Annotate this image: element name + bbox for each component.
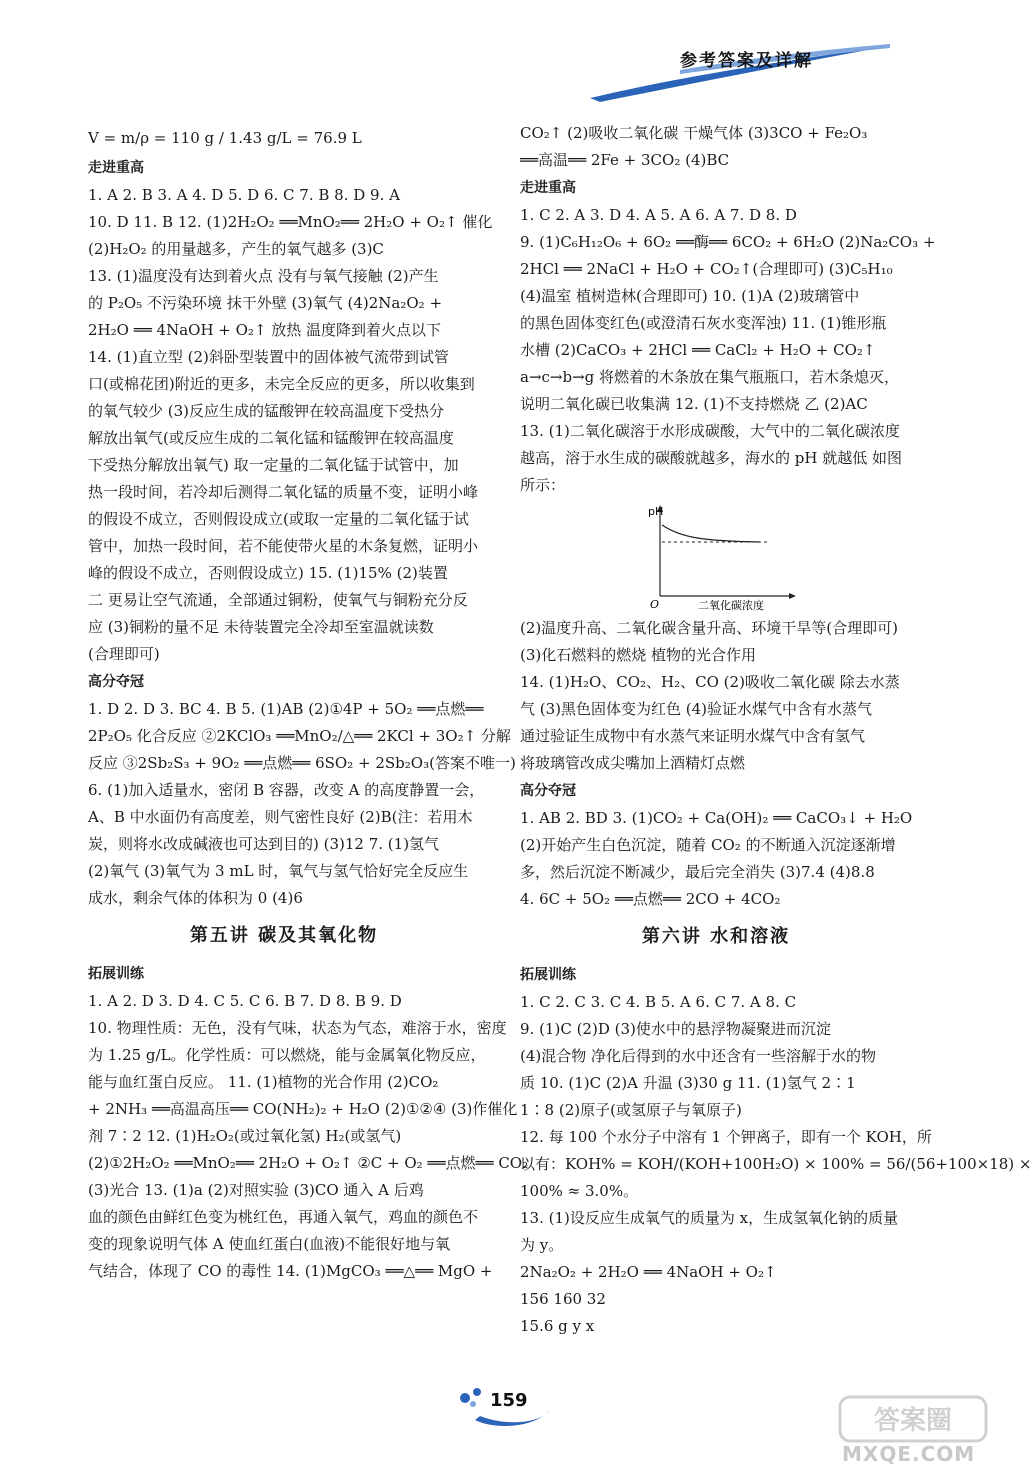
answer-line: 2P₂O₅ 化合反应 ②2KClO₃ ══MnO₂/△══ 2KCl + 3O₂↑ 分解 (88, 727, 511, 745)
left-tuozhan-answers (88, 988, 529, 1285)
chapter-title-6: 第六讲 水和溶液 (641, 926, 791, 947)
answer-line: 14. (1)直立型 (2)斜卧型装置中的固体被气流带到试管 (88, 348, 449, 366)
answer-line: 多，然后沉淀不断减少，最后完全消失 (3)7.4 (4)8.8 (520, 863, 875, 881)
graph-ylabel: pH (648, 505, 664, 518)
section-title-zoujin: 走进重高 (88, 160, 144, 176)
answer-line: a→c→b→g 将燃着的木条放在集气瓶瓶口，若木条熄灭， (520, 368, 900, 386)
answer-line: 剂 7∶2 12. (1)H₂O₂(或过氧化氢) H₂(或氢气) (88, 1127, 402, 1145)
answer-line: 热一段时间，若冷却后测得二氧化锰的质量不变，证明小峰 (88, 483, 479, 501)
right-zoujin-answers (520, 202, 936, 499)
answer-line: 血的颜色由鲜红色变为桃红色，再通入氧气，鸡血的颜色不 (88, 1208, 479, 1226)
ph-graph-svg (640, 501, 800, 611)
answer-line: 10. 物理性质：无色，没有气味，状态为气态，难溶于水，密度 (88, 1019, 507, 1037)
graph-origin: O (650, 598, 660, 611)
section-title-tuozhan: 拓展训练 (520, 967, 576, 983)
right-column (520, 120, 1031, 1340)
watermark-url: MXQE.COM (842, 1442, 976, 1466)
section-title-gaofen: 高分夺冠 (520, 783, 576, 799)
section-title-tuozhan: 拓展训练 (88, 966, 144, 982)
answer-line: 13. (1)二氧化碳溶于水形成碳酸，大气中的二氧化碳浓度 (520, 422, 900, 440)
right-after-graph-answers (520, 615, 912, 777)
answer-line: 14. (1)H₂O、CO₂、H₂、CO (2)吸收二氧化碳 除去水蒸 (520, 673, 900, 691)
answer-line: 变的现象说明气体 A 使血红蛋白(血液)不能很好地与氧 (88, 1235, 451, 1253)
answer-line: 将玻璃管改成尖嘴加上酒精灯点燃 (520, 754, 746, 772)
answer-line: 反应 ③2Sb₂S₃ + 9O₂ ══点燃══ 6SO₂ + 2Sb₂O₃(答案不唯一) (88, 754, 516, 772)
answer-line: 下受热分解放出氧气) 取一定量的二氧化锰于试管中，加 (88, 456, 459, 474)
answer-line: 成水，剩余气体的体积为 0 (4)6 (88, 889, 303, 907)
answer-line: 10. D 11. B 12. (1)2H₂O₂ ══MnO₂══ 2H₂O + O₂↑ 催化 (88, 213, 493, 231)
answer-line: 的 P₂O₅ 不污染环境 抹干外壁 (3)氧气 (4)2Na₂O₂ + (88, 294, 443, 312)
answer-line: 1∶8 (2)原子(或氢原子与氧原子) (520, 1101, 742, 1119)
answer-line: 为 y。 (520, 1236, 564, 1254)
answer-line: (合理即可) (88, 645, 160, 663)
section-title-zoujin: 走进重高 (520, 180, 576, 196)
answer-line: 13. (1)温度没有达到着火点 没有与氧气接触 (2)产生 (88, 267, 439, 285)
answer-line: (2)①2H₂O₂ ══MnO₂══ 2H₂O + O₂↑ ②C + O₂ ══点燃══ CO₂ (88, 1154, 529, 1172)
answer-line: 以有：KOH% = KOH/(KOH+100H₂O) × 100% = 56/(56+100×18) × (520, 1155, 1031, 1173)
answer-line: 应 (3)铜粉的量不足 未待装置完全冷却至室温就读数 (88, 618, 434, 636)
answer-line: (4)混合物 净化后得到的水中还含有一些溶解于水的物 (520, 1047, 877, 1065)
svg-text:答案圈: 答案圈 (873, 1406, 953, 1436)
answer-line: 156 160 32 (520, 1290, 606, 1308)
answer-line: 9. (1)C (2)D (3)使水中的悬浮物凝聚进而沉淀 (520, 1020, 831, 1038)
answer-line: 通过验证生成物中有水蒸气来证明水煤气中含有氢气 (520, 727, 866, 745)
ph-graph (520, 501, 912, 611)
answer-line: 解放出氧气(或反应生成的二氧化锰和锰酸钾在较高温度 (88, 429, 454, 447)
answer-line: 为 1.25 g/L。化学性质：可以燃烧，能与金属氧化物反应， (88, 1046, 486, 1064)
ph-curve (662, 525, 760, 542)
right-tuozhan-answers (520, 989, 1031, 1340)
answer-line: 所示： (520, 476, 566, 494)
left-column (88, 120, 529, 1285)
right-gaofen-answers (520, 805, 912, 913)
answer-line: 100% ≈ 3.0%。 (520, 1182, 639, 1200)
answer-line: 越高，溶于水生成的碳酸就越多，海水的 pH 就越低 如图 (520, 449, 902, 467)
answer-line: 的假设不成立，否则假设成立(或取一定量的二氧化锰于试 (88, 510, 469, 528)
answer-line: (3)化石燃料的燃烧 植物的光合作用 (520, 646, 757, 664)
answer-line: 2Na₂O₂ + 2H₂O ══ 4NaOH + O₂↑ (520, 1263, 777, 1281)
answer-line: 12. 每 100 个水分子中溶有 1 个钾离子，即有一个 KOH，所 (520, 1128, 932, 1146)
right-continued-answers (520, 120, 912, 174)
graph-xlabel: 二氧化碳浓度 (698, 599, 764, 612)
answer-line: (2)氧气 (3)氧气为 3 mL 时，氧气与氢气恰好完全反应生 (88, 862, 469, 880)
answer-line: 1. A 2. D 3. D 4. C 5. C 6. B 7. D 8. B 9. D (88, 992, 402, 1010)
answer-line: 1. D 2. D 3. BC 4. B 5. (1)AB (2)①4P + 5O₂ ══点燃══ (88, 700, 484, 718)
answer-line: 4. 6C + 5O₂ ══点燃══ 2CO + 4CO₂ (520, 890, 781, 908)
page-number: 159 (490, 1390, 528, 1411)
answer-line: 管中，加热一段时间，若不能使带火星的木条复燃，证明小 (88, 537, 479, 555)
answer-line: + 2NH₃ ══高温高压══ CO(NH₂)₂ + H₂O (2)①②④ (3)作催化 (88, 1100, 518, 1118)
left-zoujin-answers (88, 182, 493, 668)
answer-line: ══高温══ 2Fe + 3CO₂ (4)BC (520, 151, 730, 169)
x-axis-arrow (789, 593, 796, 599)
left-gaofen-answers (88, 696, 516, 912)
answer-line: 15.6 g y x (520, 1317, 595, 1335)
answer-line: 2HCl ══ 2NaCl + H₂O + CO₂↑(合理即可) (3)C₅H₁₀ (520, 260, 893, 278)
chapter-title-5: 第五讲 碳及其氧化物 (189, 925, 379, 946)
answer-line: 质 10. (1)C (2)A 升温 (3)30 g 11. (1)氢气 2∶1 (520, 1074, 856, 1092)
answer-line: 二 更易让空气流通，全部通过铜粉，使氧气与铜粉充分反 (88, 591, 468, 609)
answer-line: (2)温度升高、二氧化碳含量升高、环境干旱等(合理即可) (520, 619, 898, 637)
answer-line: (3)光合 13. (1)a (2)对照实验 (3)CO 通入 A 后鸡 (88, 1181, 424, 1199)
answer-line: 水槽 (2)CaCO₃ + 2HCl ══ CaCl₂ + H₂O + CO₂↑ (520, 341, 876, 359)
answer-line: 气结合，体现了 CO 的毒性 14. (1)MgCO₃ ══△══ MgO + (88, 1262, 493, 1280)
answer-line: 2H₂O ══ 4NaOH + O₂↑ 放热 温度降到着火点以下 (88, 321, 442, 339)
answer-line: 的氧气较少 (3)反应生成的锰酸钾在较高温度下受热分 (88, 402, 445, 420)
answer-line: 6. (1)加入适量水，密闭 B 容器，改变 A 的高度静置一会， (88, 781, 485, 799)
answer-line: 说明二氧化碳已收集满 12. (1)不支持燃烧 乙 (2)AC (520, 395, 868, 413)
answer-line: 1. A 2. B 3. A 4. D 5. D 6. C 7. B 8. D 9. A (88, 186, 400, 204)
answer-line: 9. (1)C₆H₁₂O₆ + 6O₂ ══酶══ 6CO₂ + 6H₂O (2)Na₂CO₃ + (520, 233, 936, 251)
answer-line: 能与血红蛋白反应。 11. (1)植物的光合作用 (2)CO₂ (88, 1073, 439, 1091)
answer-line: (2)H₂O₂ 的用量越多，产生的氧气越多 (3)C (88, 240, 384, 258)
answer-line: (4)温室 植树造林(合理即可) 10. (1)A (2)玻璃管中 (520, 287, 860, 305)
section-title-gaofen: 高分夺冠 (88, 674, 144, 690)
answer-line: 1. AB 2. BD 3. (1)CO₂ + Ca(OH)₂ ══ CaCO₃↓ + H₂O (520, 809, 913, 827)
header-title: 参考答案及详解 (680, 51, 813, 71)
answer-line: 口(或棉花团)附近的更多，未完全反应的更多，所以收集到 (88, 375, 475, 393)
answer-line: 气 (3)黑色固体变为红色 (4)验证水煤气中含有水蒸气 (520, 700, 873, 718)
answer-line: 13. (1)设反应生成氧气的质量为 x，生成氢氧化钠的质量 (520, 1209, 899, 1227)
answer-line: A、B 中水面仍有高度差，则气密性良好 (2)B(注：若用木 (88, 808, 473, 826)
answer-line: 峰的假设不成立，否则假设成立) 15. (1)15% (2)装置 (88, 564, 448, 582)
answer-line: 的黑色固体变红色(或澄清石灰水变浑浊) 11. (1)锥形瓶 (520, 314, 887, 332)
answer-line: 1. C 2. A 3. D 4. A 5. A 6. A 7. D 8. D (520, 206, 797, 224)
answer-line: 炭，则将水改成碱液也可达到目的) (3)12 7. (1)氢气 (88, 835, 440, 853)
answer-line: CO₂↑ (2)吸收二氧化碳 干燥气体 (3)3CO + Fe₂O₃ (520, 124, 868, 142)
volume-formula: V = m/ρ = 110 g / 1.43 g/L = 76.9 L (88, 129, 362, 147)
answer-line: (2)开始产生白色沉淀，随着 CO₂ 的不断通入沉淀逐渐增 (520, 836, 896, 854)
answer-line: 1. C 2. C 3. C 4. B 5. A 6. C 7. A 8. C (520, 993, 797, 1011)
